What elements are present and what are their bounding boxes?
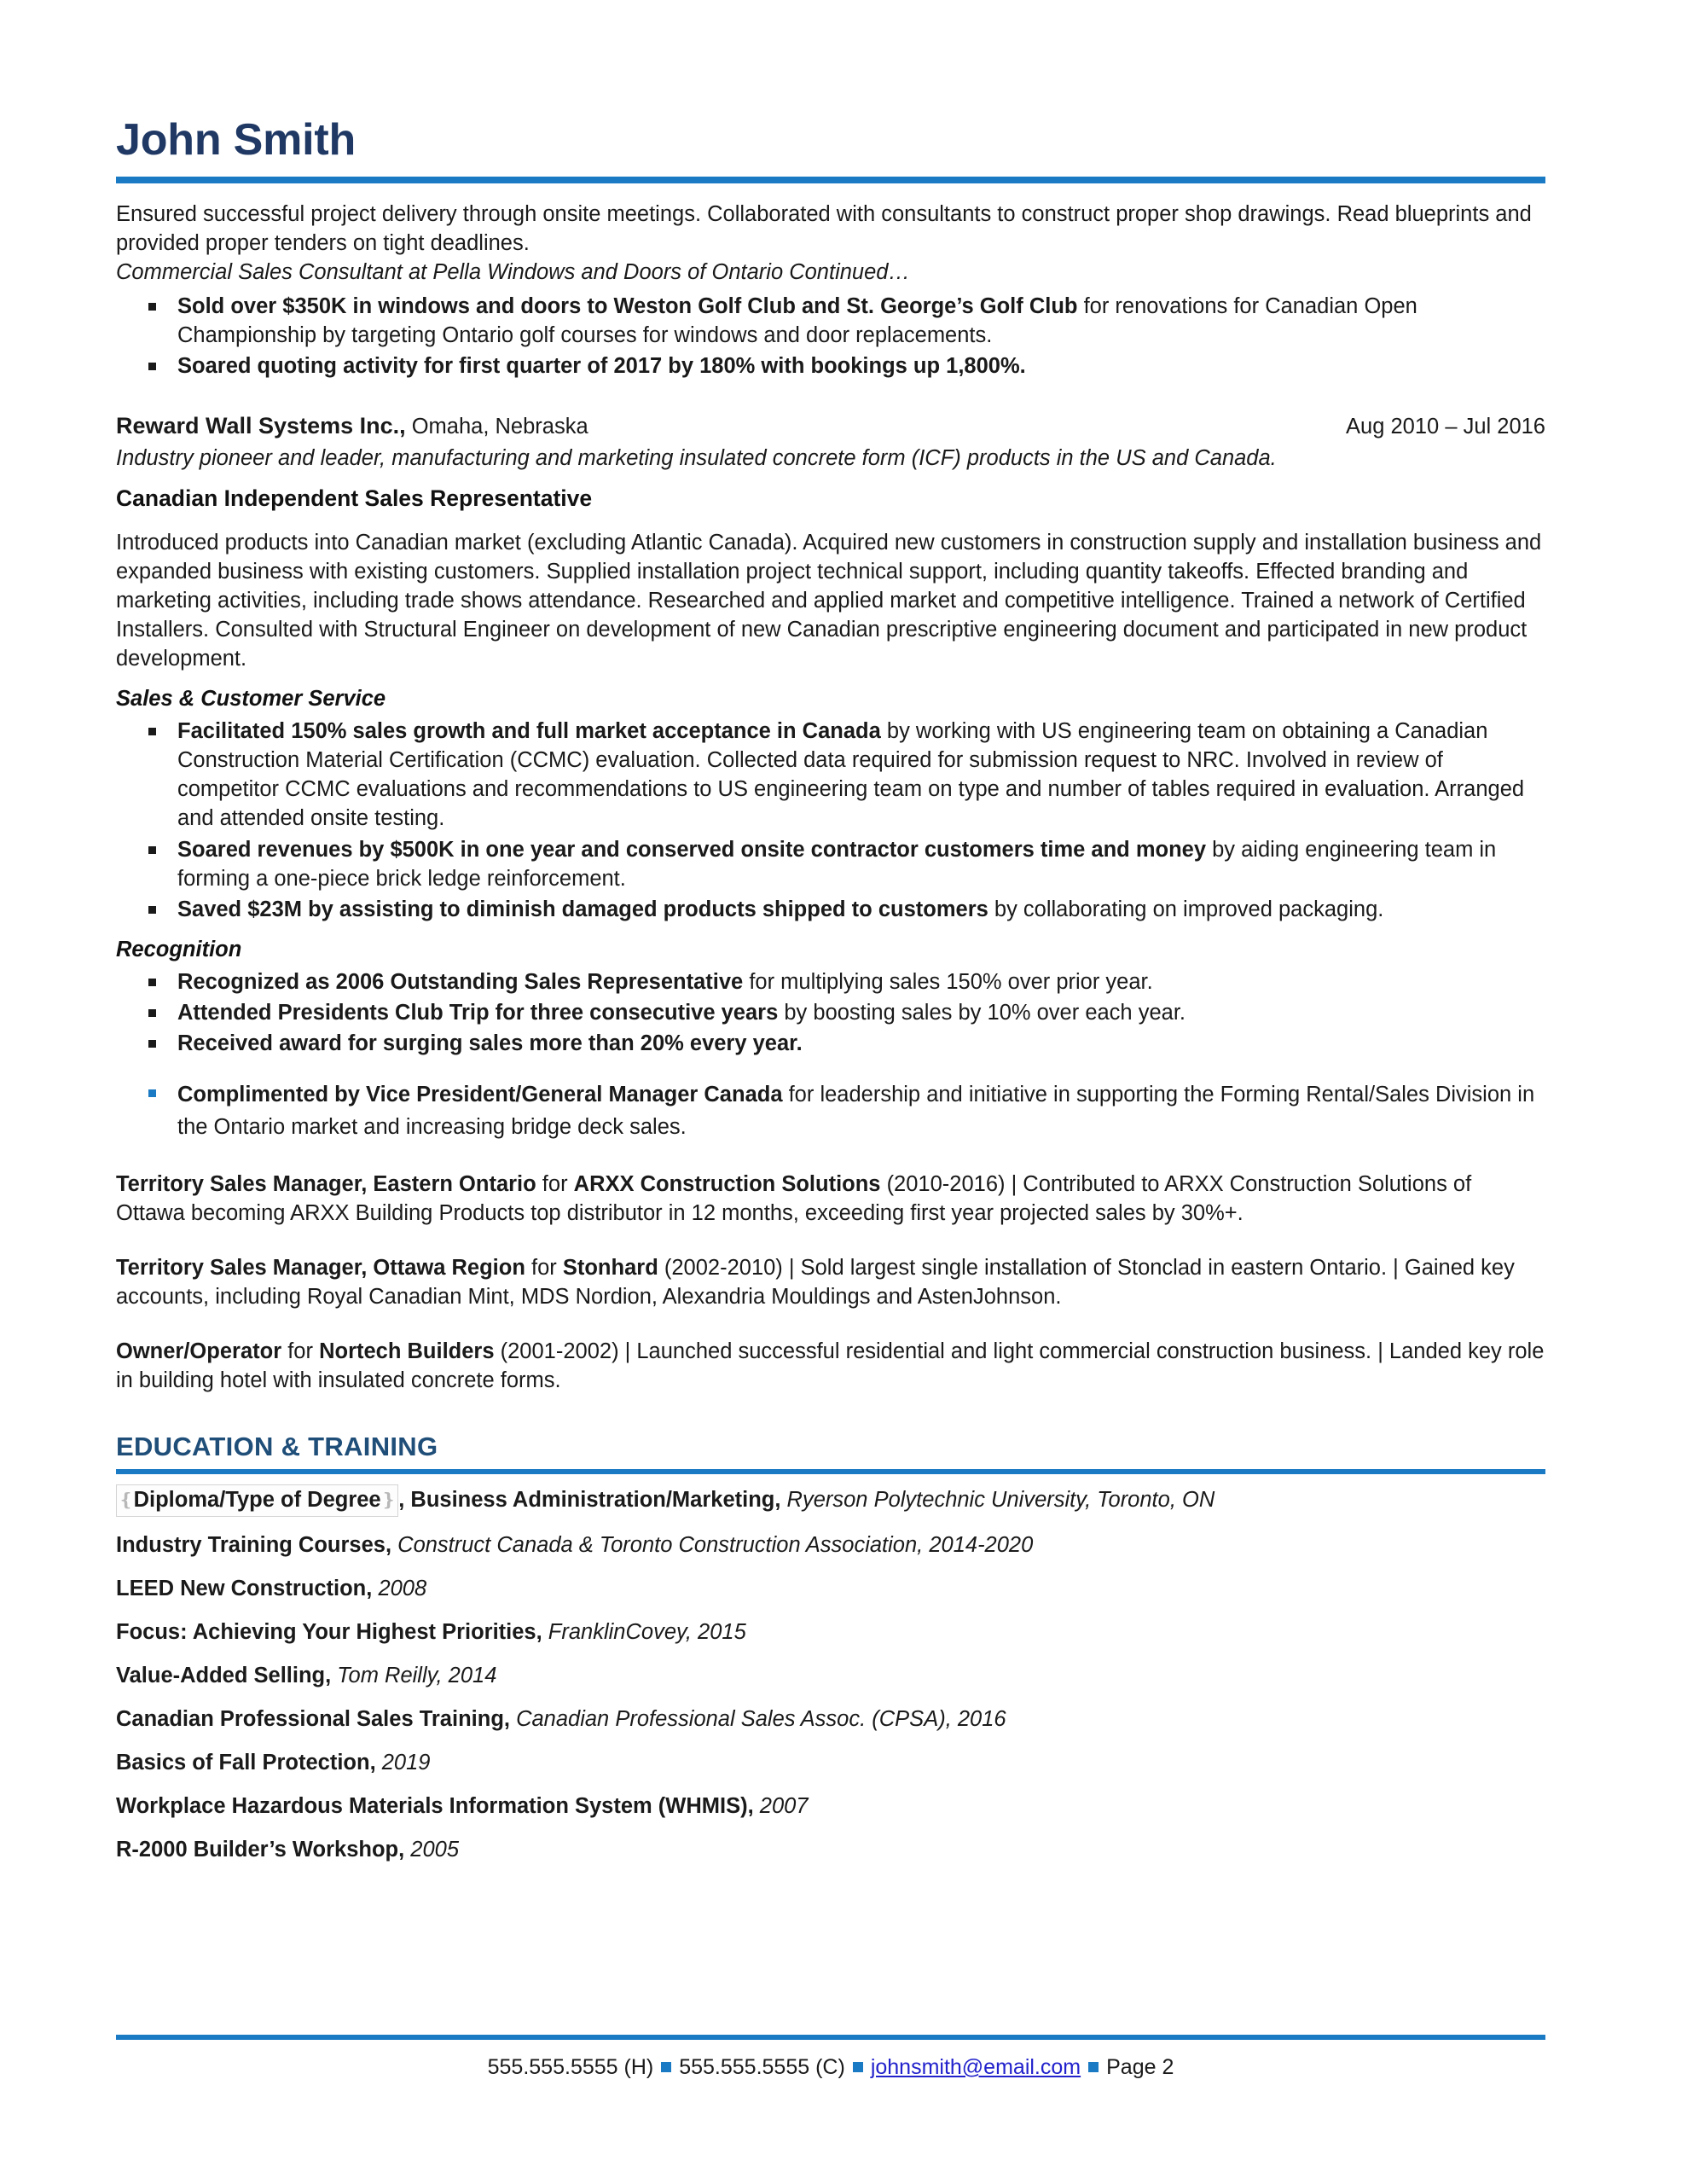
page-title: John Smith — [116, 115, 357, 165]
bullet-marker-icon — [148, 363, 156, 370]
education-entry — [116, 1705, 1545, 1734]
footer-contact-line — [116, 2053, 1545, 2082]
header-divider — [116, 177, 1545, 183]
education-entry — [116, 1531, 1545, 1560]
bullet-rest-text: by boosting sales by 10% over each year. — [778, 1000, 1186, 1025]
intro-bullet-list — [116, 292, 1545, 380]
prior-role-entry — [116, 1337, 1545, 1395]
bullet-marker-icon — [148, 728, 156, 735]
education-detail: Ryerson Polytechnic University, Toronto, ON — [780, 1488, 1215, 1513]
education-degree: Focus: Achieving Your Highest Priorities, — [116, 1620, 542, 1645]
education-entry — [116, 1484, 1545, 1517]
list-item — [116, 1078, 1545, 1145]
section-education — [116, 1432, 1545, 1474]
cc-bracket-left-icon: ❴ — [119, 1490, 134, 1511]
footer-page-number: Page 2 — [1106, 2055, 1174, 2079]
spacer — [116, 1144, 1545, 1170]
prior-role-company: Stonhard — [562, 1256, 658, 1281]
list-item — [116, 292, 1545, 350]
education-entry — [116, 1662, 1545, 1691]
footer-divider — [116, 2035, 1545, 2040]
list-item — [116, 895, 1545, 924]
page-footer — [116, 2035, 1545, 2082]
footer-phone-cell: 555.555.5555 (C) — [679, 2055, 845, 2079]
job-title: Canadian Independent Sales Representative — [116, 485, 593, 512]
continued-line: Commercial Sales Consultant at Pella Windows and Doors of Ontario Continued… — [116, 260, 910, 285]
education-detail: FranklinCovey, 2015 — [542, 1620, 746, 1645]
bullet-bold-text: Attended Presidents Club Trip for three consecutive years — [177, 1000, 779, 1025]
education-list — [116, 1484, 1545, 1864]
prior-role-detail: (2001-2002) | Launched successful residential and light commercial construction business. | Landed key role in building hotel with insulated concrete forms. — [116, 1339, 1545, 1393]
footer-phone-home: 555.555.5555 (H) — [487, 2055, 654, 2079]
list-item — [116, 998, 1545, 1027]
education-degree: Workplace Hazardous Materials Information System (WHMIS), — [116, 1793, 754, 1818]
education-entry — [116, 1575, 1545, 1604]
bullet-marker-icon — [148, 906, 156, 914]
list-item — [116, 967, 1545, 996]
list-item — [116, 835, 1545, 893]
header — [116, 0, 1545, 183]
footer-separator-icon — [661, 2062, 671, 2072]
education-degree: R-2000 Builder’s Workshop, — [116, 1837, 405, 1862]
job-dates: Aug 2010 – Jul 2016 — [1346, 415, 1545, 439]
cc-bracket-right-icon: ❵ — [380, 1490, 397, 1511]
education-detail: 2007 — [753, 1793, 809, 1818]
prior-role-for: for — [525, 1256, 563, 1281]
footer-separator-icon — [1088, 2062, 1099, 2072]
bullet-bold-text: Soared quoting activity for first quarter of 2017 by 180% with bookings up 1,800%. — [177, 354, 1026, 379]
subsection-heading-recognition: Recognition — [116, 937, 242, 961]
list-item — [116, 1029, 1545, 1058]
prior-role-company: ARXX Construction Solutions — [573, 1172, 881, 1197]
bullet-marker-icon — [148, 303, 156, 311]
list-item — [116, 717, 1545, 833]
prior-role-for: for — [281, 1339, 320, 1364]
footer-email-link[interactable]: johnsmith@email.com — [870, 2055, 1081, 2079]
footer-separator-icon — [853, 2062, 863, 2072]
education-entry — [116, 1836, 1545, 1865]
company-tagline: Industry pioneer and leader, manufacturing and marketing insulated concrete form (ICF) products in the US and Canada. — [116, 446, 1277, 471]
recognition-bullet-list — [116, 967, 1545, 1145]
page-content — [116, 0, 1545, 1865]
job-summary: Introduced products into Canadian market (excluding Atlantic Canada). Acquired new customers in construction supply and installation business and expanded business with existing customers. Supplied installation project technical support, including quantity takeoffs. Effected branding and marketing activities, including trade shows attendance. Researched and applied market and competitive intelligence. Trained a network of Certified Installers. Consulted with Structural Engineer on development of new Canadian prescriptive engineering document and participated in new product development. — [116, 531, 1542, 671]
bullet-bold-text: Facilitated 150% sales growth and full market acceptance in Canada — [177, 719, 881, 744]
spacer — [116, 1311, 1545, 1337]
company-name: Reward Wall Systems Inc., — [116, 413, 406, 439]
bullet-rest-text: by working with US engineering team on obtaining a Canadian Construction Material Certification (CCMC) evaluation. Collected data required for submission request to NRC. Involved in review of competitor CCMC evaluations and recommendations to US engineering team on type and number of tables required in evaluation. Arranged and attended onsite testing. — [177, 719, 1525, 831]
prior-role-detail: (2010-2016) | Contributed to ARXX Construction Solutions of Ottawa becoming ARXX Building Products top distributor in 12 months, exceeding first year projected sales by 30%+. — [116, 1172, 1472, 1226]
prior-role-entry — [116, 1170, 1545, 1228]
education-entry — [116, 1618, 1545, 1647]
prior-role-detail: (2002-2010) | Sold largest single installation of Stonclad in eastern Ontario. | Gained key accounts, including Royal Canadian Mint, MDS Nordion, Alexandria Mouldings and AstenJohnson. — [116, 1256, 1515, 1310]
education-detail: Tom Reilly, 2014 — [331, 1664, 497, 1688]
bullet-bold-text: Saved $23M by assisting to diminish damaged products shipped to customers — [177, 897, 988, 921]
education-detail: 2019 — [375, 1750, 431, 1774]
bullet-rest-text: for renovations for Canadian Open Championship by targeting Ontario golf courses for windows and door replacements. — [177, 294, 1417, 348]
bullet-rest-text: for leadership and initiative in supporting the Forming Rental/Sales Division in the Ontario market and increasing bridge deck sales. — [177, 1082, 1535, 1140]
prior-role-for: for — [536, 1172, 574, 1197]
prior-role-company: Nortech Builders — [319, 1339, 495, 1364]
bullet-marker-icon — [148, 979, 156, 986]
education-detail: 2008 — [372, 1577, 427, 1601]
education-degree: Canadian Professional Sales Training, — [116, 1707, 510, 1732]
bullet-bold-text: Soared revenues by $500K in one year and conserved onsite contractor customers time and money — [177, 837, 1207, 862]
education-detail: Construct Canada & Toronto Construction Association, 2014-2020 — [391, 1533, 1034, 1558]
sales-bullet-list — [116, 717, 1545, 923]
prior-role-title: Territory Sales Manager, Eastern Ontario — [116, 1172, 536, 1197]
job-header-reward-wall — [116, 411, 1545, 441]
education-degree: Value-Added Selling, — [116, 1664, 332, 1688]
spacer — [116, 1228, 1545, 1253]
list-item — [116, 351, 1545, 380]
bullet-marker-icon — [148, 1040, 156, 1048]
bullet-bold-text: Complimented by Vice President/General Manager Canada — [177, 1082, 783, 1107]
section-title: EDUCATION & TRAINING — [116, 1432, 438, 1462]
bullet-rest-text: by aiding engineering team in forming a one-piece brick ledge reinforcement. — [177, 837, 1497, 891]
degree-placeholder-text: Diploma/Type of Degree — [133, 1488, 381, 1513]
education-degree: Industry Training Courses, — [116, 1533, 392, 1558]
education-detail: 2005 — [404, 1837, 460, 1862]
education-degree: Basics of Fall Protection, — [116, 1750, 376, 1774]
bullet-bold-text: Received award for surging sales more than 20% every year. — [177, 1031, 803, 1055]
bullet-rest-text: by collaborating on improved packaging. — [988, 897, 1384, 921]
prior-role-entry — [116, 1253, 1545, 1311]
bullet-rest-text: for multiplying sales 150% over prior year. — [743, 969, 1153, 994]
bullet-marker-icon — [148, 846, 156, 854]
prior-role-title: Owner/Operator — [116, 1339, 282, 1364]
company-location: Omaha, Nebraska — [405, 415, 588, 439]
education-degree: LEED New Construction, — [116, 1577, 373, 1601]
bullet-bold-text: Recognized as 2006 Outstanding Sales Representative — [177, 969, 744, 994]
bullet-bold-text: Sold over $350K in windows and doors to Weston Golf Club and St. George’s Golf Club — [177, 294, 1078, 319]
education-detail: Canadian Professional Sales Assoc. (CPSA), 2016 — [509, 1707, 1006, 1732]
intro-paragraph: Ensured successful project delivery through onsite meetings. Collaborated with consultants to construct proper shop drawings. Read blueprints and provided proper tenders on tight deadlines. — [116, 202, 1532, 256]
bullet-marker-icon — [148, 1089, 156, 1097]
prior-role-title: Territory Sales Manager, Ottawa Region — [116, 1256, 525, 1281]
education-degree: , Business Administration/Marketing, — [398, 1488, 781, 1513]
education-entry — [116, 1792, 1545, 1821]
subsection-heading-sales: Sales & Customer Service — [116, 687, 386, 712]
section-divider — [116, 1469, 1545, 1474]
bullet-marker-icon — [148, 1009, 156, 1017]
degree-placeholder-field[interactable] — [116, 1484, 398, 1517]
job-header-left — [116, 411, 588, 441]
education-entry — [116, 1749, 1545, 1778]
